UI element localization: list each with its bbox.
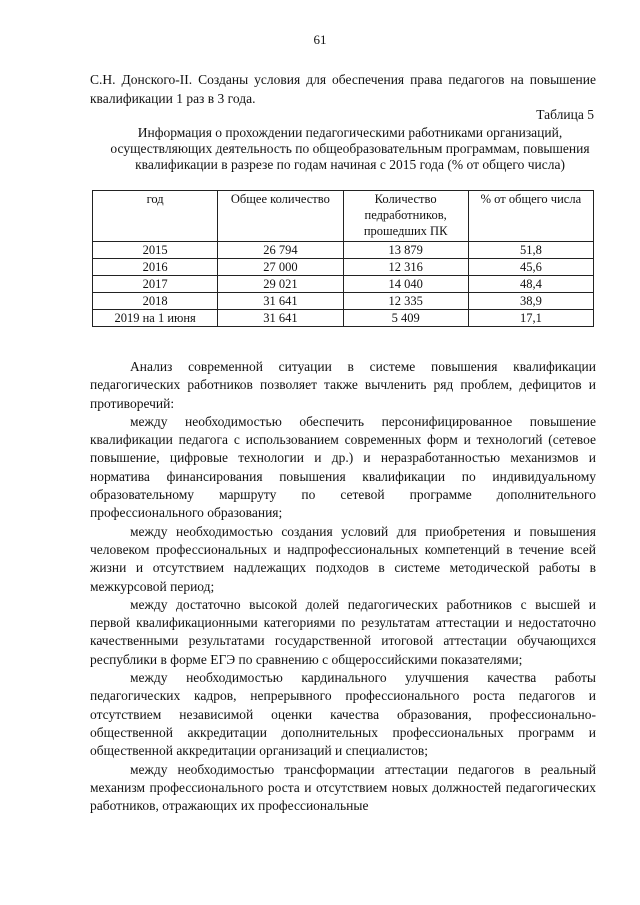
cell-trained: 14 040 xyxy=(343,276,468,293)
cell-percent: 48,4 xyxy=(468,276,593,293)
header-trained: Количество педработников, прошедших ПК xyxy=(343,191,468,242)
cell-year: 2016 xyxy=(93,259,218,276)
paragraph: Анализ современной ситуации в системе повышения квалификации педагогических работников позволяет также вычленить ряд проблем, дефицитов и противоречий: xyxy=(90,359,596,411)
cell-total: 29 021 xyxy=(218,276,343,293)
cell-percent: 51,8 xyxy=(468,242,593,259)
cell-percent: 17,1 xyxy=(468,310,593,327)
cell-trained: 5 409 xyxy=(343,310,468,327)
qualification-table xyxy=(92,190,594,327)
header-total: Общее количество xyxy=(218,191,343,242)
cell-year: 2017 xyxy=(93,276,218,293)
table-caption: Информация о прохождении педагогическими работниками организаций, осуществляющих деятельность по общеобразовательным программам, повышения квалификации в разрезе по годам начиная с 2015 года (% от общего числа) xyxy=(110,125,590,172)
table-row xyxy=(93,242,594,259)
table-row xyxy=(93,276,594,293)
cell-percent: 45,6 xyxy=(468,259,593,276)
cell-trained: 12 316 xyxy=(343,259,468,276)
paragraph: между достаточно высокой долей педагогических работников с высшей и первой квалификационными категориями по результатам аттестации и недостаточно качественными результатами государственной итоговой аттестации обучающихся республики в форме ЕГЭ по сравнению с общероссийскими показателями; xyxy=(90,596,596,667)
cell-percent: 38,9 xyxy=(468,293,593,310)
cell-year: 2019 на 1 июня xyxy=(93,310,218,327)
cell-year: 2018 xyxy=(93,293,218,310)
cell-trained: 13 879 xyxy=(343,242,468,259)
cell-total: 31 641 xyxy=(218,310,343,327)
paragraph: между необходимостью кардинального улучшения качества работы педагогических кадров, непрерывного профессионального роста педагогов и отсутствием независимой оценки качества образования, профессионально-общественной аккредитации дополнительных профессиональных программ и общественной аккредитации организаций и специалистов; xyxy=(90,670,596,759)
paragraph: между необходимостью трансформации аттестации педагогов в реальный механизм профессионального роста и отсутствием новых должностей педагогических работников, отражающих их профессиональные xyxy=(90,761,596,814)
paragraph: между необходимостью обеспечить персонифицированное повышение квалификации педагога с использованием современных форм и технологий (сетевое повышение, цифровые технологии и др.) и неразработанностью механизмов и норматива финансирования повышения квалификации по индивидуальному образовательному маршруту по сетевой программе дополнительного профессионального образования; xyxy=(90,413,596,521)
cell-total: 31 641 xyxy=(218,293,343,310)
paragraph: между необходимостью создания условий для приобретения и повышения человеком профессиональных и надпрофессиональных компетенций в течение всей жизни и отсутствием надлежащих подходов в системе методической работы в межкурсовой период; xyxy=(90,523,596,594)
body-text xyxy=(90,358,596,815)
table-row xyxy=(93,310,594,327)
header-year: год xyxy=(93,191,218,242)
table-row xyxy=(93,259,594,276)
header-percent: % от общего числа xyxy=(468,191,593,242)
cell-trained: 12 335 xyxy=(343,293,468,310)
cell-year: 2015 xyxy=(93,242,218,259)
table-row xyxy=(93,293,594,310)
intro-paragraph: С.Н. Донского-II. Созданы условия для обеспечения права педагогов на повышение квалификации 1 раз в 3 года. xyxy=(90,72,596,106)
cell-total: 27 000 xyxy=(218,259,343,276)
page-number: 61 xyxy=(313,32,327,47)
cell-total: 26 794 xyxy=(218,242,343,259)
table-label: Таблица 5 xyxy=(536,107,594,122)
table-header-row xyxy=(93,191,594,242)
